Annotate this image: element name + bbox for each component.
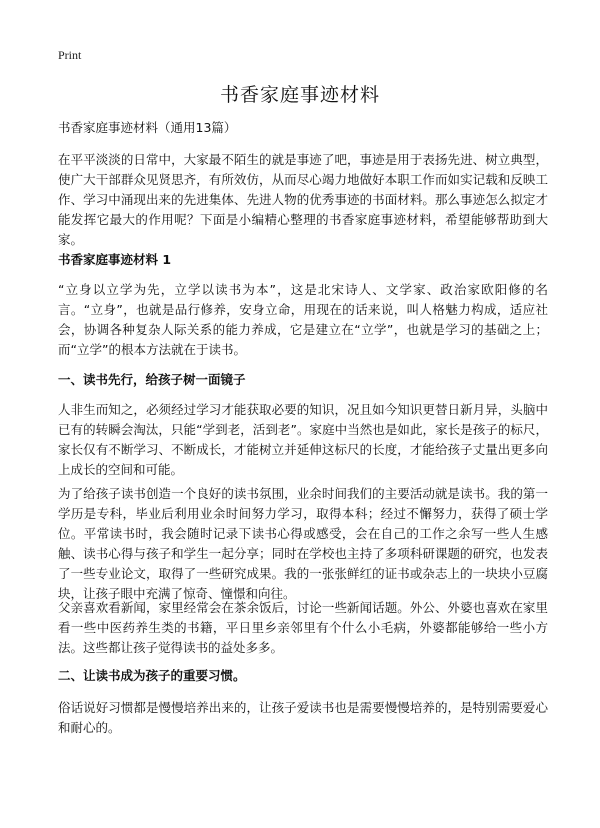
paragraph-2: 为了给孩子读书创造一个良好的读书氛围，业余时间我们的主要活动就是读书。我的第一学历是专科，毕业后利用业余时间努力学习，取得本科；经过不懈努力，获得了硕士学位。平常读书时，我会随时记录下读书心得或感受，会在自己的工作之余写一些人生感触、读书心得与孩子和学生一起分享；同时在学校也主持了多项科研课题的研究，也发表了一些专业论文，取得了一些研究成果。我的一张张鲜红的证书或杂志上的一块块小豆腐块，让孩子眼中充满了惊奇、憧憬和向往。 (58, 486, 548, 601)
heading-reading-first: 一、读书先行，给孩子树一面镜子 (58, 372, 246, 387)
print-label: Print (58, 48, 82, 62)
intro-paragraph: 在平平淡淡的日常中，大家最不陌生的就是事迹了吧，事迹是用于表扬先进、树立典型，使广大干部群众见贤思齐，有所效仿，从而尽心竭力地做好本职工作而如实记载和反映工作、学习中涌现出来的先进集体、先进人物的优秀事迹的书面材料。那么事迹怎么拟定才能发挥它最大的作用呢？下面是小编精心整理的书香家庭事迹材料，希望能够帮助到大家。 (58, 152, 548, 247)
section-intro-paragraph: “立身以立学为先，立学以读书为本”，这是北宋诗人、文学家、政治家欧阳修的名言。“立身”，也就是品行修养，安身立命，用现在的话来说，叫人格魅力构成，适应社会，协调各种复杂人际关系的能力养成，它是建立在“立学”，也就是学习的基础之上；而“立学”的根本方法就在于读书。 (58, 282, 548, 357)
paragraph-4: 俗话说好习惯都是慢慢培养出来的，让孩子爱读书也是需要慢慢培养的，是特别需要爱心和耐心的。 (58, 700, 548, 735)
paragraph-1: 人非生而知之，必须经过学习才能获取必要的知识，况且如今知识更替日新月异，头脑中已有的转瞬会淘汰，只能“学到老，活到老”。家庭中当然也是如此，家长是孩子的标尺，家长仅有不断学习、不断成长，才能树立并延伸这标尺的长度，才能给孩子丈量出更多向上成长的空间和可能。 (58, 402, 548, 477)
document-subtitle: 书香家庭事迹材料（通用13篇） (58, 120, 237, 135)
section-title: 书香家庭事迹材料 1 (58, 252, 172, 267)
page-title: 书香家庭事迹材料 (219, 84, 380, 106)
paragraph-3: 父亲喜欢看新闻，家里经常会在茶余饭后，讨论一些新闻话题。外公、外婆也喜欢在家里看一些中医药养生类的书籍，平日里乡亲邻里有个什么小毛病，外婆都能够给一些小方法。这些都让孩子觉得读书的益处多多。 (58, 600, 548, 655)
heading-reading-habit: 二、让读书成为孩子的重要习惯。 (58, 668, 246, 683)
